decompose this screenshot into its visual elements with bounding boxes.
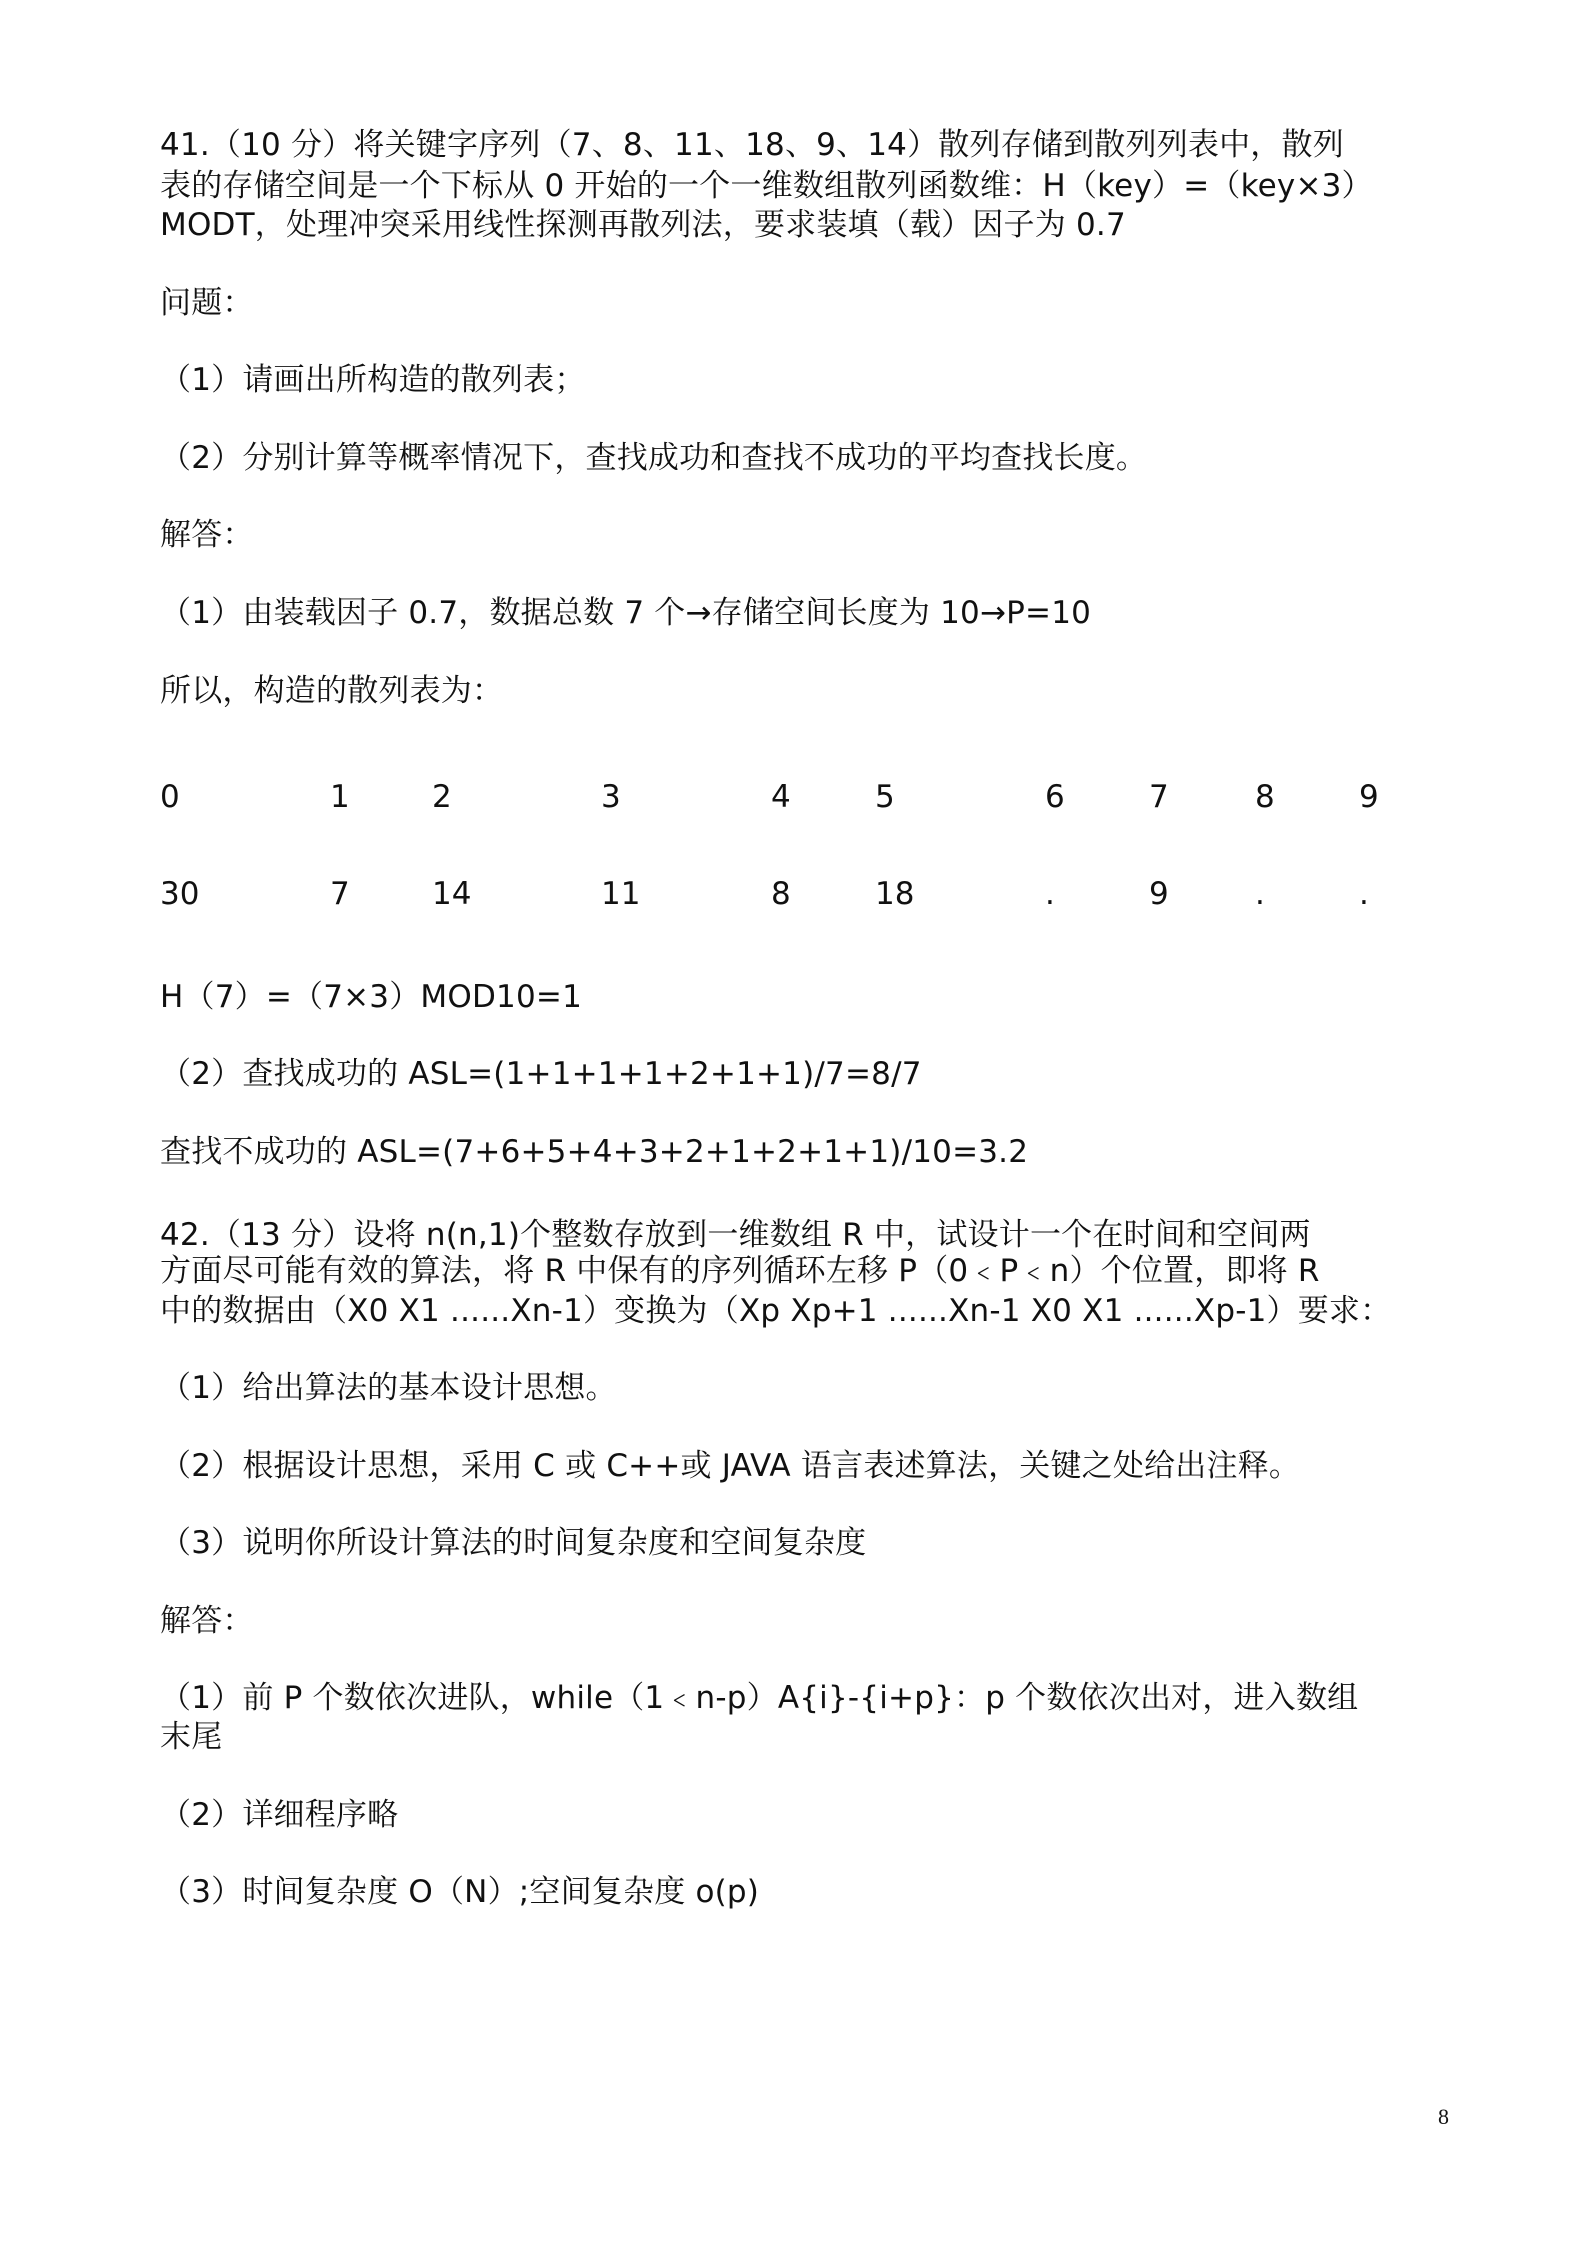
asl-success: （2）查找成功的 ASL=(1+1+1+1+2+1+1)/7=8/7 (160, 1056, 922, 1092)
table-value-cell: 14 (432, 876, 472, 912)
hash-calc: H（7）=（7×3）MOD10=1 (160, 979, 582, 1015)
table-index-cell: 7 (1149, 779, 1169, 815)
table-value-cell: . (1255, 876, 1265, 912)
table-intro: 所以，构造的散列表为： (160, 673, 504, 709)
question-item: （2）分别计算等概率情况下，查找成功和查找不成功的平均查找长度。 (160, 440, 1148, 476)
table-index-cell: 1 (330, 779, 350, 815)
requirement-item: （1）给出算法的基本设计思想。 (160, 1370, 617, 1406)
answer-text: 末尾 (160, 1719, 223, 1755)
table-value-cell: 30 (160, 876, 200, 912)
table-index-cell: 5 (875, 779, 895, 815)
q41-text-line: MODT，处理冲突采用线性探测再散列法，要求装填（载）因子为 0.7 (160, 207, 1126, 243)
answer-text: （1）由装载因子 0.7，数据总数 7 个→存储空间长度为 10→P=10 (160, 595, 1092, 631)
answer-text: （3）时间复杂度 O（N）;空间复杂度 o(p) (160, 1874, 760, 1910)
q42-text-line: 42.（13 分）设将 n(n,1)个整数存放到一维数组 R 中，试设计一个在时间和空间两 (160, 1217, 1311, 1253)
answer-label: 解答： (160, 517, 254, 553)
table-index-cell: 8 (1255, 779, 1275, 815)
page-number: 8 (1438, 2104, 1449, 2129)
table-index-cell: 9 (1359, 779, 1379, 815)
table-value-cell: 18 (875, 876, 915, 912)
q42-text-line: 方面尽可能有效的算法，将 R 中保有的序列循环左移 P（0﹤P﹤n）个位置，即将 R (160, 1253, 1320, 1289)
table-value-cell: 11 (601, 876, 641, 912)
q41-text-line: 表的存储空间是一个下标从 0 开始的一个一维数组散列函数维：H（key）=（key×3） (160, 168, 1373, 204)
q41-text-line: 41.（10 分）将关键字序列（7、8、11、18、9、14）散列存储到散列列表中，散列 (160, 127, 1344, 163)
table-value-cell: 9 (1149, 876, 1169, 912)
q42-text-line: 中的数据由（X0 X1 ......Xn-1）变换为（Xp Xp+1 ......Xn-1 X0 X1 ......Xp-1）要求： (160, 1293, 1392, 1329)
table-value-cell: . (1045, 876, 1055, 912)
asl-fail: 查找不成功的 ASL=(7+6+5+4+3+2+1+2+1+1)/10=3.2 (160, 1134, 1029, 1170)
table-value-cell: 8 (771, 876, 791, 912)
table-value-cell: . (1359, 876, 1369, 912)
table-index-cell: 6 (1045, 779, 1065, 815)
table-value-cell: 7 (330, 876, 350, 912)
question-item: （1）请画出所构造的散列表； (160, 362, 586, 398)
answer-text: （2）详细程序略 (160, 1797, 399, 1833)
table-index-cell: 3 (601, 779, 621, 815)
table-index-cell: 4 (771, 779, 791, 815)
requirement-item: （2）根据设计思想，采用 C 或 C++或 JAVA 语言表述算法，关键之处给出注释。 (160, 1448, 1301, 1484)
question-label: 问题： (160, 285, 254, 321)
table-index-cell: 0 (160, 779, 180, 815)
requirement-item: （3）说明你所设计算法的时间复杂度和空间复杂度 (160, 1525, 867, 1561)
table-index-cell: 2 (432, 779, 452, 815)
answer-label: 解答： (160, 1603, 254, 1639)
answer-text: （1）前 P 个数依次进队，while（1﹤n-p）A{i}-{i+p}：p 个数依次出对，进入数组 (160, 1680, 1359, 1716)
